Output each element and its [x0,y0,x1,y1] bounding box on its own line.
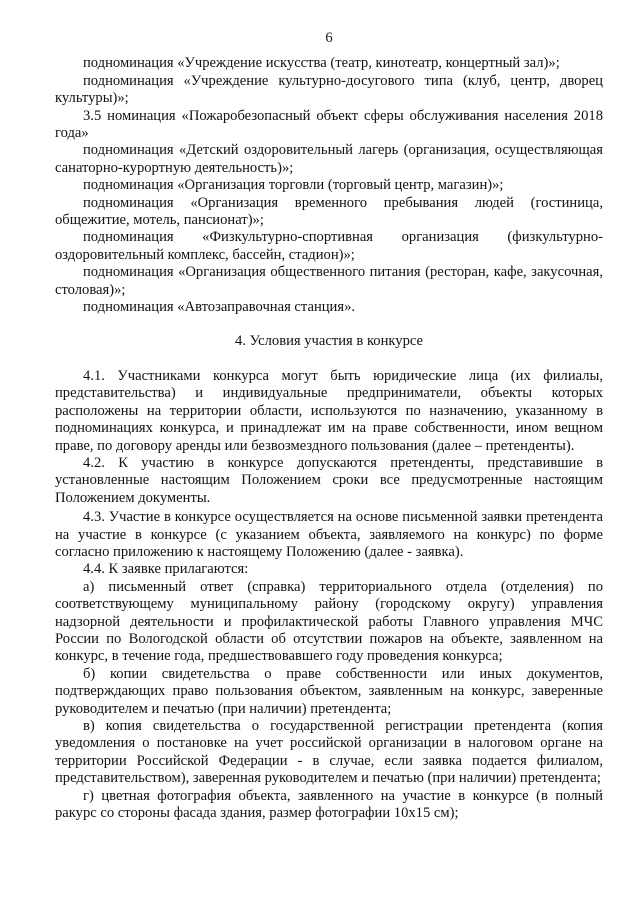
section-heading: 4. Условия участия в конкурсе [234,332,424,349]
paragraph: 4.1. Участниками конкурса могут быть юридические лица (их филиалы, представительства) и индивидуальные предприниматели, объекты которых расположены на территории области, используются по назначению, указанному в подноминациях конкурса, и принадлежат им на праве собственности, ином вещном праве, по договору аренды или безвозмездного пользования (далее – претенденты). [55,367,603,454]
paragraph: подноминация «Автозаправочная станция». [83,299,356,316]
paragraph: 4.3. Участие в конкурсе осуществляется на основе письменной заявки претендента на участие в конкурсе (с указанием объекта, заявляемого на конкурс) по форме согласно приложению к настоящему Положению (далее - заявка). [55,509,603,560]
paragraph: 4.2. К участию в конкурсе допускаются претенденты, представившие в установленные настоящим Положением сроки все предусмотренные настоящим Положением документы. [55,454,603,506]
document-page [55,30,603,822]
paragraph: подноминация «Детский оздоровительный лагерь (организация, осуществляющая санаторно-курортную деятельность)»; [55,142,603,176]
paragraph: 4.4. К заявке прилагаются: [83,561,249,578]
paragraph: подноминация «Учреждение искусства (театр, кинотеатр, концертный зал)»; [83,55,560,72]
paragraph: б) копии свидетельства о праве собственности или иных документов, подтверждающих право пользования объектом, заявленным на конкурс, заверенные руководителем и печатью (при наличии) претендента; [55,665,603,717]
paragraph: подноминация «Организация общественного питания (ресторан, кафе, закусочная, столовая)»; [55,264,603,298]
paragraph: 3.5 номинация «Пожаробезопасный объект сферы обслуживания населения 2018 года» [55,107,603,142]
paragraph: подноминация «Организация торговли (торговый центр, магазин)»; [83,177,504,194]
paragraph: подноминация «Учреждение культурно-досугового типа (клуб, центр, дворец культуры)»; [55,72,603,107]
paragraph: а) письменный ответ (справка) территориального отдела (отделения) по соответствующему муниципальному району (городскому округу) управления надзорной деятельности и профилактической работы Главного управления МЧС России по Вологодской области об отсутствии пожаров на объекте, заявленном на конкурс, в течение года, предшествовавшего году проведения конкурса; [55,578,603,665]
paragraph: подноминация «Организация временного пребывания людей (гостиница, общежитие, мотель, пансионат)»; [55,194,603,229]
paragraph: подноминация «Физкультурно-спортивная организация (физкультурно-оздоровительный комплекс, бассейн, стадион)»; [55,229,603,263]
paragraph: г) цветная фотография объекта, заявленного на участие в конкурсе (в полный ракурс со стороны фасада здания, размер фотографии 10х15 см); [55,787,603,822]
paragraph: в) копия свидетельства о государственной регистрации претендента (копия уведомления о постановке на учет российской организации в налоговом органе на территории Российской Федерации - в случае, если заявка подается филиалом, представительством), заверенная руководителем и печатью (при наличии) претендента; [55,718,603,787]
page-number: 6 [325,30,333,46]
